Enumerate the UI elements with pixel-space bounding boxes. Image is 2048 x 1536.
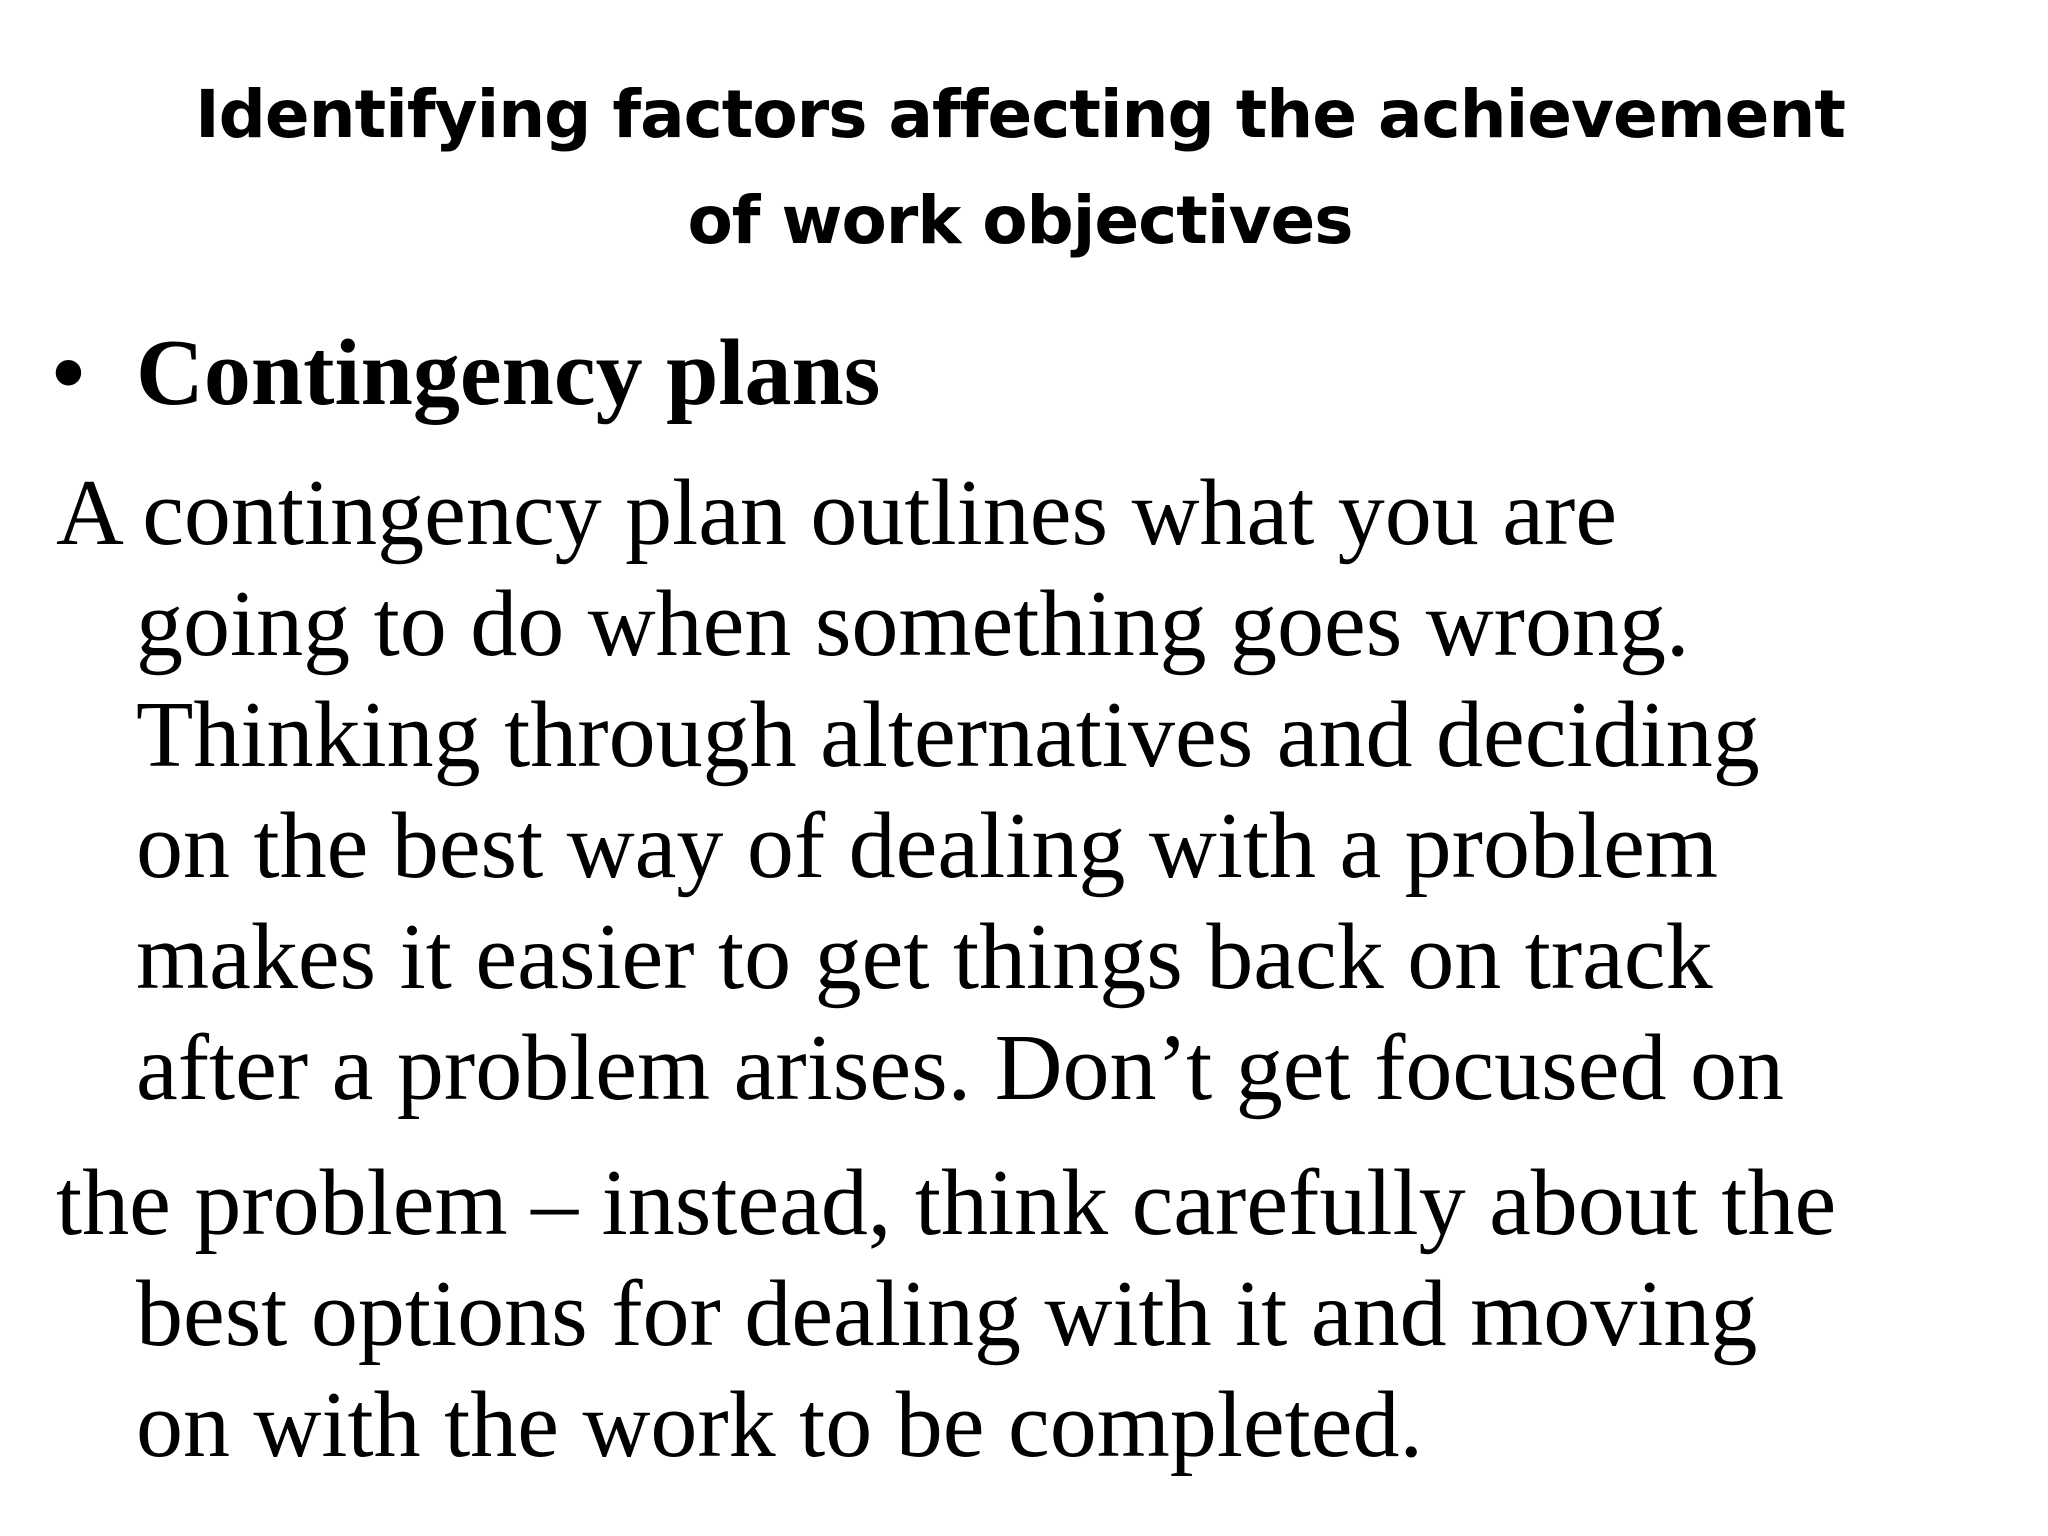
body-paragraph-1 xyxy=(56,458,2016,1124)
body-line: the problem – instead, think carefully about the xyxy=(56,1151,1837,1255)
body-line: going to do when something goes wrong. xyxy=(136,572,1690,676)
bullet-heading xyxy=(52,318,2002,428)
slide-title-line-2: of work objectives xyxy=(687,182,1353,259)
body-line: on the best way of dealing with a problem xyxy=(136,794,1718,898)
slide-title-line-1: Identifying factors affecting the achievement xyxy=(195,76,1845,153)
body-line: A contingency plan outlines what you are xyxy=(56,461,1618,565)
bullet-heading-text: Contingency plans xyxy=(136,321,881,425)
body-line: after a problem arises. Don’t get focused on xyxy=(136,1016,1784,1120)
bullet-marker: • xyxy=(52,321,85,425)
body-paragraph-2 xyxy=(56,1148,2016,1481)
body-line: on with the work to be completed. xyxy=(136,1373,1423,1477)
body-line: best options for dealing with it and moving xyxy=(136,1262,1758,1366)
body-line: Thinking through alternatives and deciding xyxy=(136,683,1760,787)
body-line: makes it easier to get things back on track xyxy=(136,905,1713,1009)
slide-title xyxy=(120,62,1920,274)
